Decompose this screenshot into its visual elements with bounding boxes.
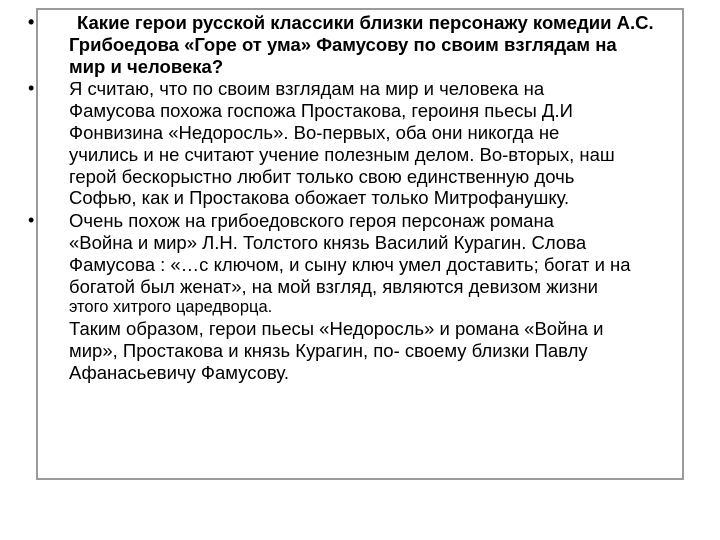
text-line: богатой был женат», на мой взгляд, являются девизом жизни — [69, 275, 599, 297]
text-line: мир и человека? — [69, 55, 224, 77]
text-line: этого хитрого царедворца. — [69, 298, 273, 317]
text-line: «Война и мир» Л.Н. Толстого князь Василий Курагин. Слова — [69, 231, 587, 253]
text-line: Грибоедова «Горе от ума» Фамусову по своим взглядам на — [69, 33, 617, 55]
bullet-dot-icon: • — [28, 78, 35, 99]
bullet-answer-prostakova — [20, 78, 680, 209]
text-line: Софью, как и Простакова обожает только Митрофанушку. — [69, 187, 570, 209]
bullet-answer-kuragin — [20, 210, 680, 384]
text-line: Фонвизина «Недоросль». Во-первых, оба они никогда не — [69, 121, 560, 143]
text-line: Таким образом, герои пьесы «Недоросль» и романа «Война и — [69, 318, 604, 340]
bullet-dot-icon: • — [28, 210, 35, 231]
bullet-dot-icon: • — [28, 12, 35, 32]
slide-content — [20, 12, 680, 384]
text-line: Фамусова похожа госпожа Простакова, героиня пьесы Д.И — [69, 100, 573, 122]
text-line: Я считаю, что по своим взглядам на мир и человека на — [69, 78, 545, 100]
text-line: мир», Простакова и князь Курагин, по- своему близки Павлу — [69, 340, 588, 362]
text-line: учились и не считают учение полезным делом. Во-вторых, наш — [69, 143, 615, 165]
bullet-question — [20, 12, 680, 77]
text-line: Фамусова : «…с ключом, и сыну ключ умел доставить; богат и на — [69, 253, 631, 275]
text-line: Какие герои русской классики близки персонажу комедии А.С. — [77, 12, 654, 33]
text-line: герой бескорыстно любит только свою единственную дочь — [69, 165, 575, 187]
text-line: Очень похож на грибоедовского героя персонаж романа — [69, 210, 554, 232]
text-line: Афанасьевичу Фамусову. — [69, 361, 289, 383]
